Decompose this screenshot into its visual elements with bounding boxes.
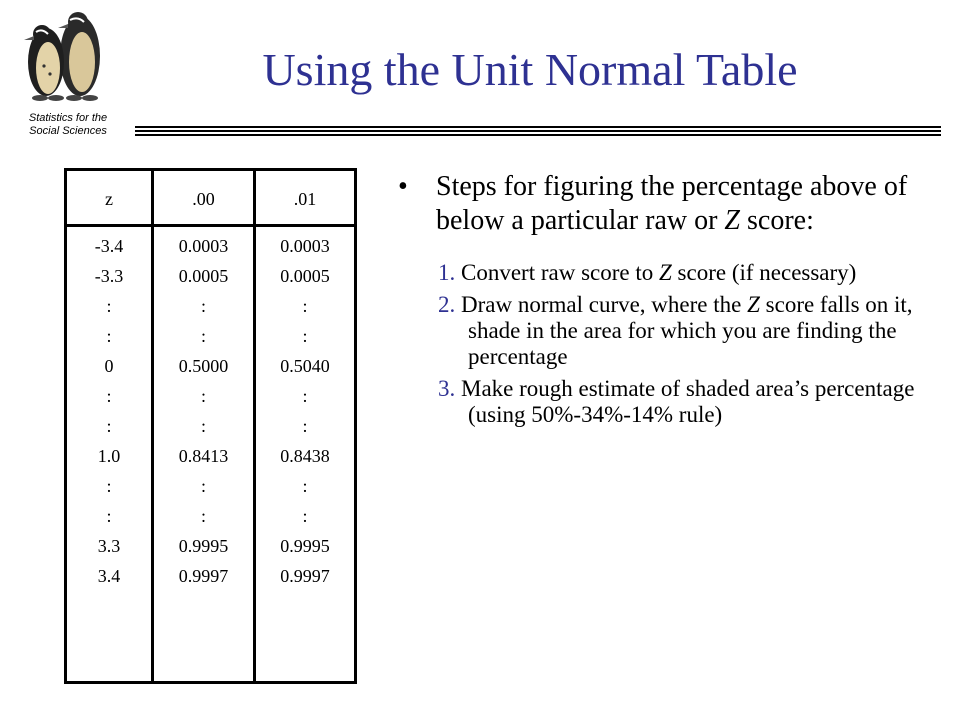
step-text: Z	[659, 260, 672, 285]
table-header-01	[256, 171, 354, 227]
table-cell: 0.0005	[280, 266, 330, 286]
step-text: Make rough estimate of shaded area’s percentage (using 50%-34%-14% rule)	[455, 376, 915, 427]
table-cell: 3.4	[97, 566, 121, 586]
table-cell: :	[200, 416, 206, 436]
table-cell: :	[200, 296, 206, 316]
table-header-cell: .01	[293, 189, 317, 209]
table-cell: 0.5040	[280, 356, 330, 376]
step-item	[438, 292, 928, 370]
table-cell: 3.3	[97, 536, 121, 556]
table-cell: :	[302, 416, 308, 436]
table-cell: :	[200, 326, 206, 346]
table-cell: :	[106, 476, 112, 496]
logo-caption-line1: Statistics for the	[28, 112, 108, 124]
table-header-z	[67, 171, 151, 227]
table-cell: -3.3	[94, 266, 124, 286]
table-cell: :	[302, 476, 308, 496]
table-cell: 0.0003	[178, 236, 229, 256]
table-header-cell: .00	[192, 189, 215, 209]
table-cell: 0.9997	[280, 566, 330, 586]
table-cell: 0	[104, 356, 114, 376]
step-text: Z	[747, 292, 760, 317]
step-number: 3.	[438, 376, 456, 401]
logo-caption	[8, 112, 128, 138]
table-cell: :	[106, 386, 112, 406]
table-cell: :	[106, 296, 112, 316]
table-column-z	[67, 229, 151, 591]
table-cell: :	[200, 476, 206, 496]
step-text: score (if necessary)	[671, 260, 857, 285]
table-cell: 0.8413	[178, 446, 229, 466]
step-number: 2.	[438, 292, 456, 317]
unit-normal-table	[64, 168, 357, 684]
table-cell: :	[302, 386, 308, 406]
logo-caption-line2: Social Sciences	[29, 125, 107, 137]
table-cell: 0.8438	[280, 446, 330, 466]
step-text: Draw normal curve, where the	[455, 292, 748, 317]
table-cell: -3.4	[94, 236, 124, 256]
steps-list	[398, 260, 928, 428]
title-underline	[135, 126, 941, 138]
penguins-logo	[10, 4, 122, 104]
bullet-text-italic: Z	[724, 205, 740, 236]
table-cell: :	[302, 326, 308, 346]
slide-title: Using the Unit Normal Table	[262, 44, 798, 95]
table-header-cell: z	[105, 189, 113, 209]
table-cell: 0.9997	[178, 566, 229, 586]
table-cell: :	[106, 416, 112, 436]
table-column-00	[154, 229, 253, 591]
table-cell: 0.0005	[178, 266, 229, 286]
table-cell: :	[200, 386, 206, 406]
step-item	[438, 260, 928, 286]
bullet-text-end: score:	[740, 205, 814, 236]
step-number: 1.	[438, 260, 456, 285]
table-cell: 0.9995	[178, 536, 229, 556]
content-area	[398, 170, 928, 434]
step-text: Convert raw score to	[455, 260, 659, 285]
table-cell: :	[200, 506, 206, 526]
table-header-00	[154, 171, 253, 227]
table-cell: :	[106, 506, 112, 526]
table-cell: :	[106, 326, 112, 346]
table-cell: 0.9995	[280, 536, 330, 556]
table-cell: 0.5000	[178, 356, 229, 376]
table-cell: 0.0003	[280, 236, 330, 256]
bullet-text: Steps for figuring the percentage above of below a particular raw or	[436, 171, 908, 236]
table-cell: :	[302, 506, 308, 526]
table-cell: 1.0	[97, 446, 121, 466]
bullet-marker: •	[398, 171, 408, 202]
table-cell: :	[302, 296, 308, 316]
step-text: score falls on it, shade in the area for which you are finding the percentage	[468, 292, 913, 369]
step-item	[438, 376, 928, 428]
main-bullet	[398, 170, 928, 238]
table-column-01	[256, 229, 354, 591]
